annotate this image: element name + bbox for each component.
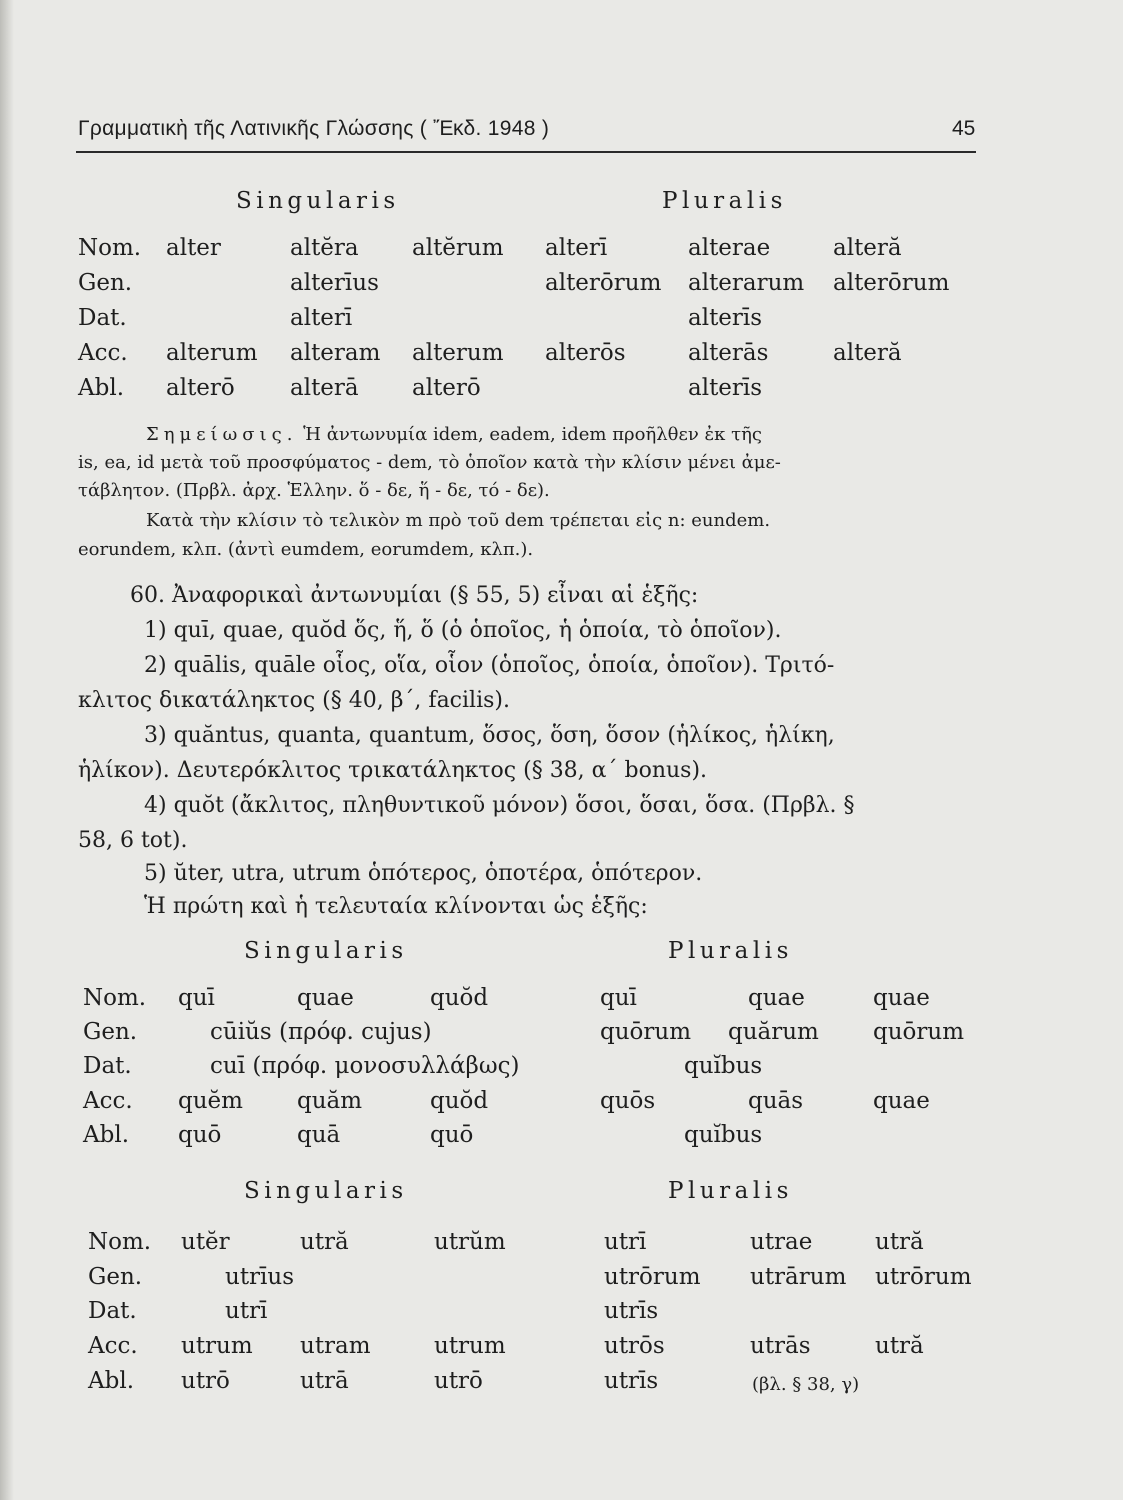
table3-cell: utrā — [300, 1368, 349, 1394]
table1-cell: alterī — [545, 235, 608, 261]
table1-cell: alteram — [290, 340, 381, 366]
table2-cell: quō — [430, 1122, 474, 1148]
section-paragraph: 5) ŭter, utra, utrum ὁπότερος, ὁποτέρα, ὁπότερον. — [144, 861, 703, 886]
table1-cell: alterō — [166, 375, 235, 401]
table1-cell: alterīs — [688, 305, 763, 331]
table1-case: Abl. — [78, 375, 124, 401]
table2-case: Nom. — [83, 985, 147, 1011]
table2-cell: cūiŭs (πρόφ. cujus) — [210, 1019, 432, 1045]
remark-text: is, ea, id μετὰ τοῦ προσφύματος - dem, τὸ ὁποῖον κατὰ τὴν κλίσιν μένει ἀμε- — [78, 452, 781, 473]
page-number: 45 — [952, 117, 976, 140]
table3-cell: utĕr — [181, 1229, 230, 1255]
remark-text: eorundem, κλπ. (ἀντὶ eumdem, eorumdem, κλπ.). — [78, 539, 534, 560]
table2-cell: quōrum — [600, 1019, 692, 1045]
table2-cell: quō — [178, 1122, 222, 1148]
table3-cell: utrōrum — [875, 1264, 972, 1290]
remark-text: τάβλητον. (Πρβλ. ἀρχ. Ἑλλην. ὅ - δε, ἥ - δε, τό - δε). — [78, 480, 550, 501]
section-paragraph: 4) quŏt (ἄκλιτος, πληθυντικοῦ μόνον) ὅσοι, ὅσαι, ὅσα. (Πρβλ. § — [144, 793, 855, 818]
running-header: Γραμματικὴ τῆς Λατινικῆς Γλώσσης ( Ἔκδ. 1948 ) — [78, 117, 550, 140]
table2-case: Acc. — [83, 1088, 133, 1114]
table3-cell: utrī — [604, 1229, 647, 1255]
table2-case: Abl. — [83, 1122, 129, 1148]
table1-cell: alteră — [833, 340, 902, 366]
table1-cell: alterīs — [688, 375, 763, 401]
table3-cell: utrŭm — [434, 1229, 506, 1255]
table2-cell: quōrum — [873, 1019, 965, 1045]
table3-cell: utrō — [434, 1368, 483, 1394]
table2-cell: quōs — [600, 1088, 656, 1114]
table3-cell: utră — [875, 1229, 924, 1255]
page-gutter-shadow — [0, 0, 14, 1500]
table3-cell: utrae — [750, 1229, 813, 1255]
table3-cell: utră — [875, 1333, 924, 1359]
section-paragraph: ἡλίκον). Δευτερόκλιτος τρικατάληκτος (§ 38, α΄ bonus). — [78, 758, 708, 783]
section-paragraph: 1) quī, quae, quŏd ὅς, ἥ, ὅ (ὁ ὁποῖος, ἡ ὁποία, τὸ ὁποῖον). — [144, 618, 782, 643]
table2-cell: quae — [873, 1088, 930, 1114]
section-paragraph: Ἡ πρώτη καὶ ἡ τελευταία κλίνονται ὡς ἑξῆς: — [144, 894, 648, 919]
table3-cell: utrārum — [750, 1264, 847, 1290]
table2-cell: quae — [748, 985, 805, 1011]
table1-cell: altĕrum — [412, 235, 504, 261]
table1-cell: alterōrum — [833, 270, 950, 296]
table2-cell: quae — [297, 985, 354, 1011]
table3-case: Abl. — [88, 1368, 134, 1394]
table3-case: Acc. — [88, 1333, 138, 1359]
table1-cell: alterōs — [545, 340, 626, 366]
table2-cell: quās — [748, 1088, 804, 1114]
table3-reference-note: (βλ. § 38, γ) — [752, 1374, 860, 1395]
table2-cell: quŏd — [430, 1088, 489, 1114]
table2-cell: quī — [600, 985, 637, 1011]
table3-cell: utrōs — [604, 1333, 665, 1359]
table1-cell: alteră — [833, 235, 902, 261]
table1-cell: alterae — [688, 235, 771, 261]
table1-cell: alterīus — [290, 270, 379, 296]
table2-case: Gen. — [83, 1019, 138, 1045]
table3-cell: utrōrum — [604, 1264, 701, 1290]
table2-pluralis-heading: Pluralis — [668, 938, 793, 964]
table3-case: Dat. — [88, 1298, 137, 1324]
table2-cell: quĭbus — [684, 1122, 763, 1148]
table2-cell: quĭbus — [684, 1053, 763, 1079]
table3-cell: utrās — [750, 1333, 811, 1359]
table2-cell: quŏd — [430, 985, 489, 1011]
table3-cell: utrīs — [604, 1298, 659, 1324]
section-paragraph: 2) quālis, quāle οἷος, οἵα, οἷον (ὁποῖος, ὁποία, ὁποῖον). Τριτό- — [144, 653, 835, 678]
table1-case: Gen. — [78, 270, 133, 296]
table1-pluralis-heading: Pluralis — [662, 188, 787, 214]
table1-case: Acc. — [78, 340, 128, 366]
table1-cell: alterī — [290, 305, 353, 331]
table2-cell: quăm — [297, 1088, 363, 1114]
section-paragraph: 60. Ἀναφορικαὶ ἀντωνυμίαι (§ 55, 5) εἶναι αἱ ἑξῆς: — [130, 583, 699, 608]
remark-label: Σημείωσις. — [146, 424, 298, 445]
section-paragraph: 58, 6 tot). — [78, 828, 188, 853]
table3-cell: utrī — [225, 1298, 268, 1324]
table1-cell: alterā — [290, 375, 359, 401]
table1-cell: alterum — [412, 340, 504, 366]
table2-cell: quĕm — [178, 1088, 243, 1114]
table2-case: Dat. — [83, 1053, 132, 1079]
table3-cell: utrō — [181, 1368, 230, 1394]
table3-cell: utram — [300, 1333, 371, 1359]
table2-cell: quărum — [728, 1019, 819, 1045]
header-rule — [76, 151, 976, 153]
table3-case: Gen. — [88, 1264, 143, 1290]
table3-cell: utrum — [434, 1333, 506, 1359]
table3-singularis-heading: Singularis — [244, 1178, 408, 1204]
table3-cell: utră — [300, 1229, 349, 1255]
table1-cell: alterō — [412, 375, 481, 401]
table1-cell: alterum — [166, 340, 258, 366]
table3-pluralis-heading: Pluralis — [668, 1178, 793, 1204]
table2-cell: quī — [178, 985, 215, 1011]
table2-singularis-heading: Singularis — [244, 938, 408, 964]
table1-cell: alterōrum — [545, 270, 662, 296]
table3-case: Nom. — [88, 1229, 152, 1255]
table1-case: Dat. — [78, 305, 127, 331]
table1-cell: alterās — [688, 340, 769, 366]
remark-text: Κατὰ τὴν κλίσιν τὸ τελικὸν m πρὸ τοῦ dem τρέπεται εἰς n: eundem. — [146, 510, 771, 531]
table1-cell: altĕra — [290, 235, 359, 261]
section-paragraph: κλιτος δικατάληκτος (§ 40, β΄, facilis). — [78, 688, 510, 713]
remark-text: Ἡ ἀντωνυμία idem, eadem, idem προῆλθεν ἐκ τῆς — [297, 424, 762, 445]
table1-cell: alterarum — [688, 270, 805, 296]
table3-cell: utrum — [181, 1333, 253, 1359]
table3-cell: utrīus — [225, 1264, 295, 1290]
section-paragraph: 3) quăntus, quanta, quantum, ὅσος, ὅση, ὅσον (ἡλίκος, ἡλίκη, — [144, 723, 835, 748]
table1-cell: alter — [166, 235, 221, 261]
table1-case: Nom. — [78, 235, 142, 261]
table3-cell: utrīs — [604, 1368, 659, 1394]
table2-cell: cuī (πρόφ. μονοσυλλάβως) — [210, 1053, 520, 1079]
table1-singularis-heading: Singularis — [236, 188, 400, 214]
table2-cell: quā — [297, 1122, 341, 1148]
table2-cell: quae — [873, 985, 930, 1011]
